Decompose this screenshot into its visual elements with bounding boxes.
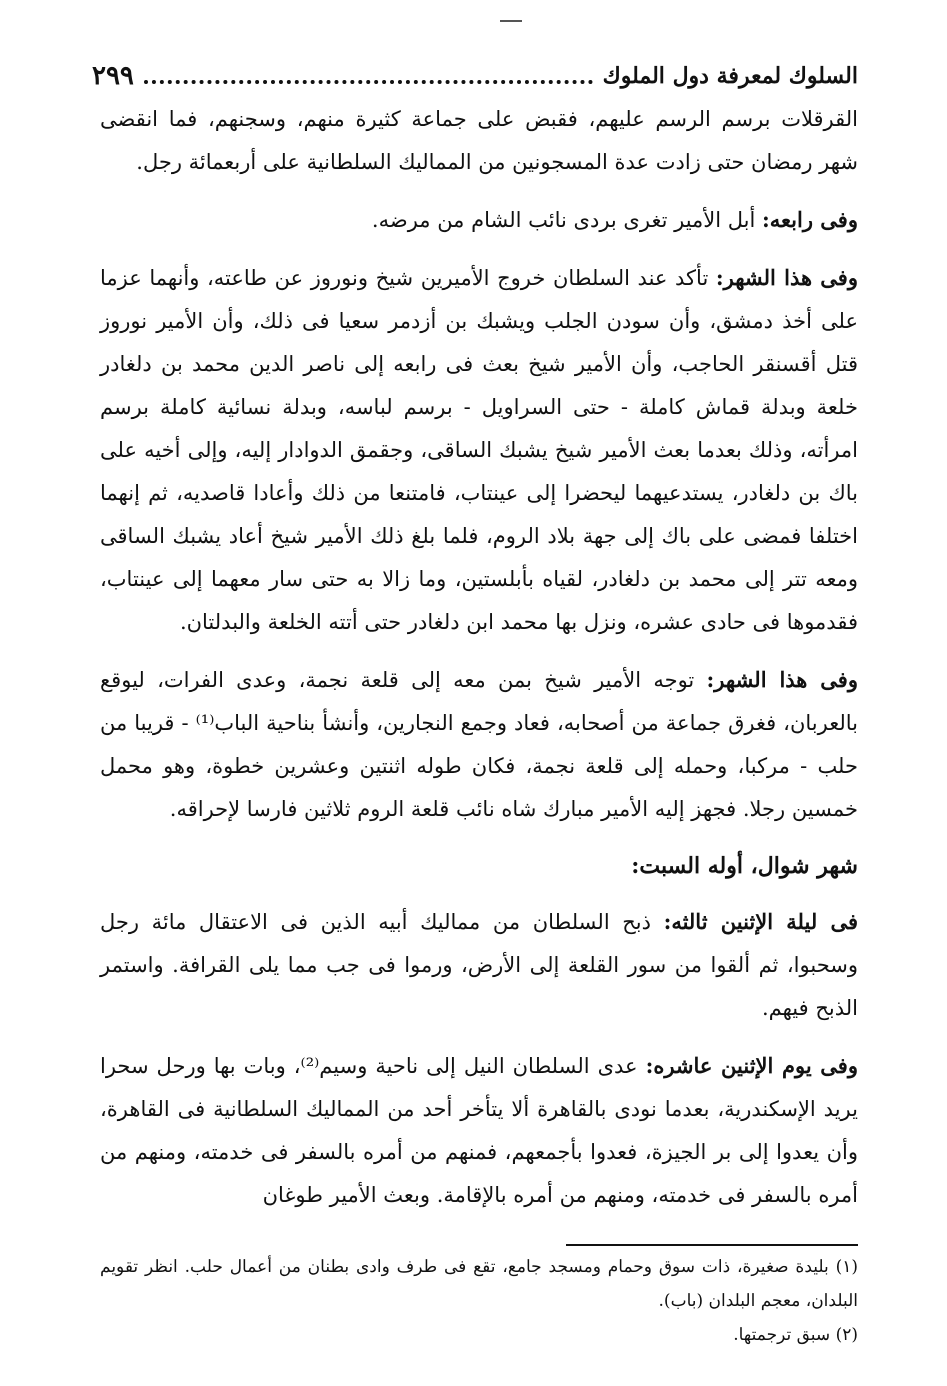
body-text <box>100 98 858 1231</box>
paragraph <box>100 658 858 831</box>
paragraph-text: ذبح السلطان من مماليك أبيه الذين فى الاعتقال مائة رجل وسحبوا، ثم ألقوا من سور القلعة إلى الأرض، ورموا فى جب مما يلى القرافة. واستمر الذبح فيهم. <box>100 910 858 1020</box>
paragraph <box>100 256 858 644</box>
leader-dots <box>144 80 593 84</box>
footnotes <box>100 1250 858 1352</box>
paragraph-text: القرقلات برسم الرسم عليهم، فقبض على جماعة كثيرة منهم، وسجنهم، فما انقضى شهر رمضان حتى زادت عدة المسجونين من المماليك السلطانية على أربعمائة رجل. <box>100 107 858 174</box>
paragraph-text: عدى السلطان النيل إلى ناحية وسيم⁽²⁾، وبات بها ورحل سحرا يريد الإسكندرية، بعدما نودى بالقاهرة ألا يتأخر أحد من المماليك السلطانية فى القاهرة، وأن يعدوا إلى بر الجيزة، فعدوا بأجمعهم، فمنهم من أمره بالسفر فى خدمته، ومنهم من أمره بالسفر فى خدمته، ومنهم من أمره بالإقامة. وبعث الأمير طوغان <box>100 1054 858 1207</box>
paragraph <box>100 1044 858 1217</box>
paragraph-lead: وفى يوم الإثنين عاشره: <box>645 1053 858 1078</box>
paragraph-lead: فى ليلة الإثنين ثالثه: <box>663 909 858 934</box>
page-number: ٢٩٩ <box>92 61 134 91</box>
section-heading <box>100 845 858 888</box>
footnote-rule <box>566 1244 858 1246</box>
paragraph <box>100 198 858 242</box>
footnote: (١) بليدة صغيرة، ذات سوق وحمام ومسجد جامع، تقع فى طرف وادى بطنان من أعمال حلب. انظر تقويم البلدان، معجم البلدان (باب). <box>100 1257 858 1311</box>
book-title: السلوك لمعرفة دول الملوك <box>602 63 858 89</box>
paragraph-lead: شهر شوال، أوله السبت: <box>631 853 858 879</box>
paragraph <box>100 98 858 184</box>
paragraph-lead: وفى هذا الشهر: <box>706 667 858 692</box>
paragraph-lead: وفى رابعه: <box>762 207 858 232</box>
paragraph-text: أبل الأمير تغرى بردى نائب الشام من مرضه. <box>371 208 763 232</box>
top-mark <box>500 20 522 22</box>
paragraph-lead: وفى هذا الشهر: <box>715 265 858 290</box>
paragraph-text: تأكد عند السلطان خروج الأميرين شيخ ونوروز عن طاعته، وأنهما عزما على أخذ دمشق، وأن سودن الجلب ويشبك بن أزدمر سعيا فى ذلك، وأن الأمير نوروز قتل أقسنقر الحاجب، وأن الأمير شيخ بعث فى رابعه إلى ناصر الدين محمد بن دلغادر خلعة وبدلة قماش كاملة - حتى السراويل - برسم لباسه، وبدلة نسائية كاملة برسم امرأته، وذلك بعدما بعث الأمير شيخ يشبك الساقى، وجقمق الدوادار إليه، وإلى أخيه على باك بن دلغادر، يستدعيهما ليحضرا إلى عينتاب، فامتنعا من ذلك وأعادا قاصديه، ثم إنهما اختلفا فمضى على باك إلى جهة بلاد الروم، فلما بلغ ذلك الأمير شيخ أعاد يشبك الساقى ومعه تتر إلى محمد بن دلغادر، لقياه بأبلستين، وما زالا به حتى سار معهما إلى عينتاب، فقدموها فى حادى عشره، ونزل بها محمد ابن دلغادر حتى أتته الخلعة والبدلتان. <box>100 266 858 634</box>
footnote: (٢) سبق ترجمتها. <box>733 1325 858 1345</box>
running-head <box>92 56 858 96</box>
paragraph <box>100 900 858 1030</box>
paragraph-text: توجه الأمير شيخ بمن معه إلى قلعة نجمة، وعدى الفرات، ليوقع بالعربان، فغرق جماعة من أصحابه، فعاد وجمع النجارين، وأنشأ بناحية الباب⁽¹⁾ - قريبا من حلب - مركبا، وحمله إلى قلعة نجمة، فكان طوله اثنتين وعشرين خطوة، وهو محمل خمسين رجلا. فجهز إليه الأمير مبارك شاه نائب قلعة الروم ثلاثين فارسا لإحراقه. <box>100 668 858 821</box>
